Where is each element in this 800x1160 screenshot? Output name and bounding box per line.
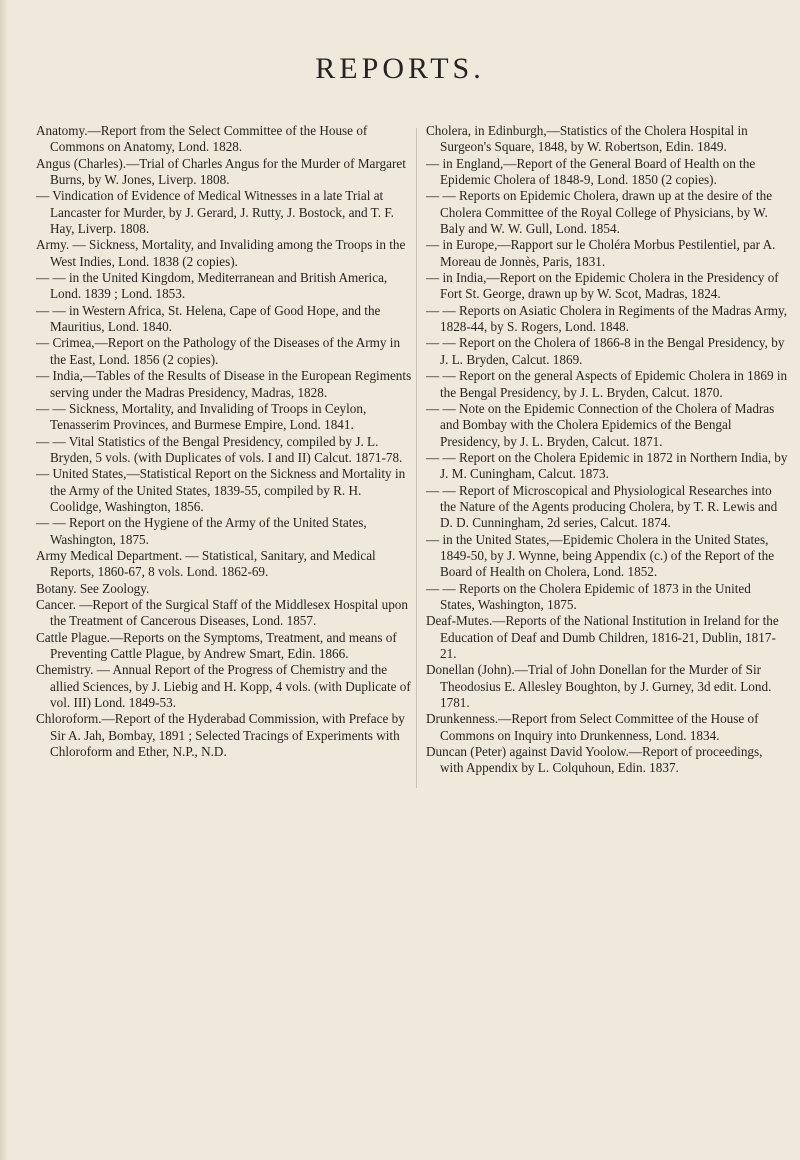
catalogue-entry: — — in Western Africa, St. Helena, Cape of Good Hope, and the Mauritius, Lond. 1840. bbox=[36, 302, 381, 335]
column-divider bbox=[416, 128, 417, 788]
catalogue-entry: — — Report on the Cholera Epidemic in 1872 in Northern India, by J. M. Cuningham, Calcut. 1873. bbox=[426, 449, 788, 482]
catalogue-entry: Army. — Sickness, Mortality, and Invaliding among the Troops in the West Indies, Lond. 1838 (2 copies). bbox=[36, 237, 406, 269]
catalogue-entry: Drunkenness.—Report from Select Committee of the House of Commons on Inquiry into Drunkenness, Lond. 1834. bbox=[426, 711, 759, 743]
catalogue-entry: — — in the United Kingdom, Mediterranean and British America, Lond. 1839 ; Lond. 1853. bbox=[36, 270, 388, 302]
catalogue-entry: — — Report on the general Aspects of Epidemic Cholera in 1869 in the Bengal Presidency, by J. L. Bryden, Calcut. 1870. bbox=[426, 368, 788, 400]
catalogue-entry: Chemistry. — Annual Report of the Progress of Chemistry and the allied Sciences, by J. Liebig and H. Kopp, 4 vols. (with Duplicate of vol. III) Lond. 1849-53. bbox=[36, 662, 411, 711]
catalogue-entry: Cancer. —Report of the Surgical Staff of the Middlesex Hospital upon the Treatment of Cancerous Diseases, Lond. 1857. bbox=[36, 596, 408, 629]
catalogue-entry: Deaf-Mutes.—Reports of the National Institution in Ireland for the Education of Deaf and Dumb Children, 1816-21, Dublin, 1817-21. bbox=[426, 613, 779, 661]
catalogue-entry: — Vindication of Evidence of Medical Witnesses in a late Trial at Lancaster for Murder, by J. Gerard, J. Rutty, J. Bostock, and T. F. Hay, Liverp. 1808. bbox=[36, 188, 394, 237]
page-edge-shadow bbox=[0, 0, 8, 1160]
catalogue-entry: — — Vital Statistics of the Bengal Presidency, compiled by J. L. Bryden, 5 vols. (with Duplicates of vols. I and II) Calcut. 1871-78. bbox=[36, 433, 403, 465]
catalogue-entry: — India,—Tables of the Results of Disease in the European Regiments serving under the Madras Presidency, Madras, 1828. bbox=[36, 368, 412, 400]
catalogue-entry: Donellan (John).—Trial of John Donellan for the Murder of Sir Theodosius E. Allesley Boughton, by J. Gurney, 3d edit. Lond. 1781. bbox=[426, 662, 772, 711]
catalogue-entry: — United States,—Statistical Report on the Sickness and Mortality in the Army of the United States, 1839-55, compiled by R. H. Coolidge, Washington, 1856. bbox=[36, 466, 406, 514]
catalogue-entry: — — Report of Microscopical and Physiological Researches into the Nature of the Agents producing Cholera, by T. R. Lewis and D. D. Cunningham, 2d series, Calcut. 1874. bbox=[426, 482, 778, 531]
page-title: REPORTS. bbox=[315, 52, 485, 85]
catalogue-entry: — — Reports on Epidemic Cholera, drawn up at the desire of the Cholera Committee of the Royal College of Physicians, by W. Baly and W. W. Gull, Lond. 1854. bbox=[426, 188, 773, 237]
catalogue-entry: — in England,—Report of the General Board of Health on the Epidemic Cholera of 1848-9, Lond. 1850 (2 copies). bbox=[426, 155, 756, 188]
catalogue-entry: Duncan (Peter) against David Yoolow.—Report of proceedings, with Appendix by L. Colquhoun, Edin. 1837. bbox=[426, 744, 763, 776]
catalogue-entry: — in the United States,—Epidemic Cholera in the United States, 1849-50, by J. Wynne, being Appendix (c.) of the Report of the Board of Health on Cholera, Lond. 1852. bbox=[426, 531, 775, 580]
catalogue-entry: — — Report on the Cholera of 1866-8 in the Bengal Presidency, by J. L. Bryden, Calcut. 1869. bbox=[426, 335, 785, 367]
catalogue-entry: Anatomy.—Report from the Select Committee of the House of Commons on Anatomy, Lond. 1828. bbox=[36, 123, 368, 155]
catalogue-entry: Army Medical Department. — Statistical, Sanitary, and Medical Reports, 1860-67, 8 vols. Lond. 1862-69. bbox=[36, 547, 376, 580]
catalogue-entry: Cholera, in Edinburgh,—Statistics of the Cholera Hospital in Surgeon's Square, 1848, by W. Robertson, Edin. 1849. bbox=[426, 123, 748, 155]
right-column bbox=[426, 123, 788, 777]
catalogue-entry: — — Report on the Hygiene of the Army of the United States, Washington, 1875. bbox=[36, 515, 367, 547]
catalogue-entry: Angus (Charles).—Trial of Charles Angus for the Murder of Margaret Burns, by W. Jones, Liverp. 1808. bbox=[36, 155, 406, 188]
catalogue-entry: Botany. See Zoology. bbox=[36, 580, 150, 596]
catalogue-entry: — in India,—Report on the Epidemic Cholera in the Presidency of Fort St. George, drawn up by W. Scot, Madras, 1824. bbox=[426, 270, 779, 302]
catalogue-entry: — — Reports on the Cholera Epidemic of 1873 in the United States, Washington, 1875. bbox=[426, 580, 751, 612]
catalogue-entry: Chloroform.—Report of the Hyderabad Commission, with Preface by Sir A. Jah, Bombay, 1891 ; Selected Tracings of Experiments with Chloroform and Ether, N.P., N.D. bbox=[36, 711, 405, 760]
catalogue-entry: — — Note on the Epidemic Connection of the Cholera of Madras and Bombay with the Cholera Epidemics of the Bengal Presidency, by J. L. Bryden, Calcut. 1871. bbox=[426, 400, 775, 449]
catalogue-entry: — — Sickness, Mortality, and Invaliding of Troops in Ceylon, Tenasserim Provinces, and Burmese Empire, Lond. 1841. bbox=[36, 400, 367, 433]
catalogue-entry: — Crimea,—Report on the Pathology of the Diseases of the Army in the East, Lond. 1856 (2 copies). bbox=[36, 335, 401, 367]
catalogue-entry: — — Reports on Asiatic Cholera in Regiments of the Madras Army, 1828-44, by S. Rogers, Lond. 1848. bbox=[426, 302, 788, 335]
left-column bbox=[36, 123, 414, 760]
catalogue-entry: Cattle Plague.—Reports on the Symptoms, Treatment, and means of Preventing Cattle Plague, by Andrew Smart, Edin. 1866. bbox=[36, 629, 397, 661]
catalogue-entry: — in Europe,—Rapport sur le Choléra Morbus Pestilentiel, par A. Moreau de Jonnès, Paris, 1831. bbox=[426, 237, 776, 269]
